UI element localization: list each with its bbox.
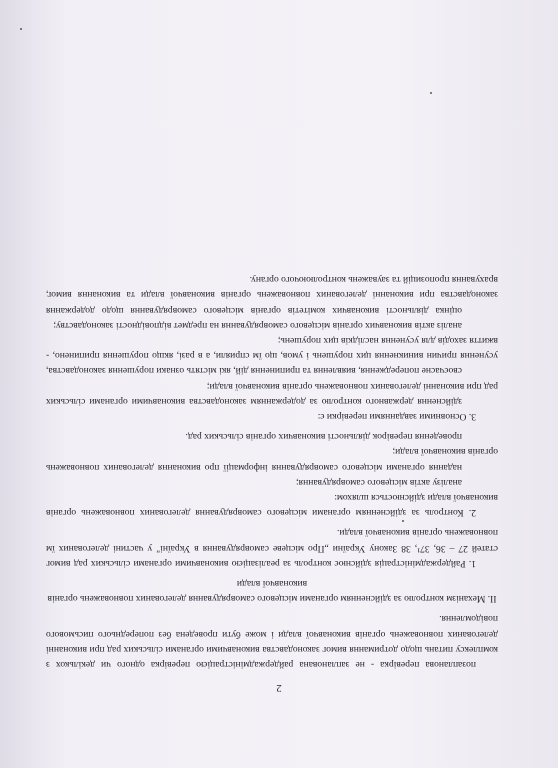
paragraph-item-3-evaluation: оцінка діяльності виконавчих комітетів органів місцевого самоврядування щодо додержання законодавства при виконанні делегованих повноважень органів виконавчої влади та виконання вимог, врахування пропозицій та зауважень контролюючого органу. <box>46 274 498 316</box>
scan-speck <box>20 28 22 30</box>
paragraph-item-3-control: здійснення державного контролю за додержанням законодавства виконавчими органами сільських рад при виконанні делегованих повноважень органів виконавчої влади; <box>46 380 498 407</box>
page-number: 2 <box>276 682 282 694</box>
paragraph-item-3-acts-analysis: аналіз актів виконавчих органів місцевого самоврядування на предмет відповідності законодавству; <box>53 319 462 331</box>
paragraph-item-2-analysis: аналізу актів місцевого самоврядування; <box>295 476 462 488</box>
document-body <box>46 272 498 672</box>
paragraph-item-2: 2. Контроль за здійсненням органами місцевого самоврядування делегованих повноважень органів виконавчої влади здійснюється шляхом: <box>46 491 498 519</box>
scan-speck <box>430 92 432 94</box>
paragraph-item-1: 1. Райдержадміністрація здійснює контроль за реалізацією виконавчими органами сільських рад вимог статей 27 – 36, 37¹, 38 Закону України „Про місцеве самоврядування в Україні" у частині делегованих їм повноважень органів виконавчої влади. <box>46 527 498 569</box>
paragraph-unplanned-inspection: позапланова перевірка - не запланована райдержадміністрацією перевірка одного чи декількох з комплексу питань щодо дотримання вимог законодавства виконавчими органами сільських рад при виконанні делегованих повноважень органів виконавчої влади і може бути проведена без попереднього письмового повідомлення. <box>46 613 498 670</box>
section-heading-mechanism: II. Механізм контролю за здійсненням органами місцевого самоврядування делегованих повноважень органів виконавчої влади <box>47 577 497 605</box>
paragraph-item-2-information: надання органами місцевого самоврядування інформації про виконання делегованих повноважень органів виконавчої влади; <box>46 446 498 473</box>
paragraph-item-2-inspections: проведення перевірок діяльності виконавчих органів сільських рад. <box>185 431 462 443</box>
scan-speck <box>402 520 404 522</box>
paragraph-item-3-prevention: своєчасне попередження, виявлення та припинення дій, які містять ознаки порушення законодавства, усунення причин виникнення цих порушень і умов, що їм сприяли, а в разі, якщо порушення припинено, - вжиття заходів для усунення наслідків цих порушень; <box>46 334 498 377</box>
paragraph-item-3: 3. Основними завданнями перевірки є: <box>317 410 476 422</box>
